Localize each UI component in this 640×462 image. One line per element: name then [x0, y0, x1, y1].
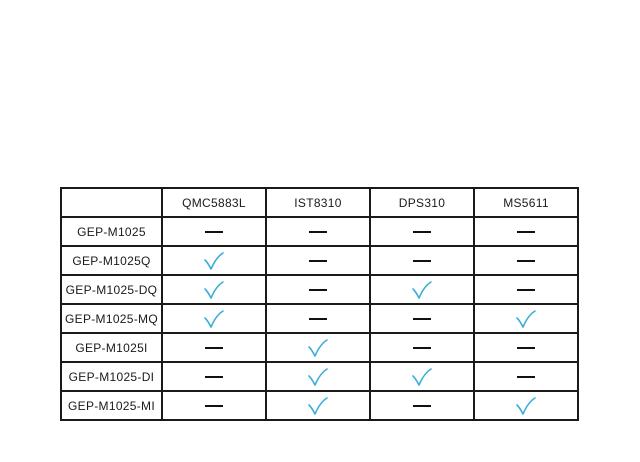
table-cell	[162, 246, 266, 275]
check-icon	[475, 309, 577, 329]
dash-icon	[517, 289, 535, 291]
dash-icon	[205, 347, 223, 349]
dash-icon	[413, 260, 431, 262]
dash-icon	[413, 318, 431, 320]
dash-icon	[517, 260, 535, 262]
row-header: GEP-M1025-DI	[61, 362, 162, 391]
row-header: GEP-M1025	[61, 217, 162, 246]
table-cell	[162, 391, 266, 420]
check-icon	[267, 338, 369, 358]
corner-cell	[61, 188, 162, 217]
dash-icon	[517, 376, 535, 378]
check-icon	[163, 309, 265, 329]
table-cell	[370, 333, 474, 362]
check-icon	[371, 280, 473, 300]
table-cell	[474, 333, 578, 362]
table-cell	[474, 217, 578, 246]
table-cell	[266, 362, 370, 391]
table-row	[61, 391, 578, 420]
table-row	[61, 362, 578, 391]
dash-icon	[309, 318, 327, 320]
dash-icon	[413, 405, 431, 407]
table-cell	[370, 304, 474, 333]
table-row	[61, 217, 578, 246]
table-cell	[370, 246, 474, 275]
table-cell	[370, 362, 474, 391]
table-row	[61, 333, 578, 362]
dash-icon	[413, 347, 431, 349]
row-header: GEP-M1025Q	[61, 246, 162, 275]
column-header: DPS310	[370, 188, 474, 217]
check-icon	[371, 367, 473, 387]
table-cell	[474, 362, 578, 391]
header-row	[61, 188, 578, 217]
table-cell	[266, 246, 370, 275]
table-cell	[162, 333, 266, 362]
table-cell	[162, 217, 266, 246]
column-header: IST8310	[266, 188, 370, 217]
table-row	[61, 304, 578, 333]
column-header: MS5611	[474, 188, 578, 217]
check-icon	[163, 280, 265, 300]
row-header: GEP-M1025-DQ	[61, 275, 162, 304]
table-cell	[266, 217, 370, 246]
check-icon	[163, 251, 265, 271]
dash-icon	[205, 405, 223, 407]
table-row	[61, 275, 578, 304]
table-cell	[474, 246, 578, 275]
table-cell	[370, 391, 474, 420]
row-header: GEP-M1025I	[61, 333, 162, 362]
table-cell	[474, 391, 578, 420]
table-cell	[162, 275, 266, 304]
dash-icon	[309, 289, 327, 291]
dash-icon	[309, 231, 327, 233]
check-icon	[267, 396, 369, 416]
dash-icon	[413, 231, 431, 233]
table-cell	[266, 304, 370, 333]
dash-icon	[517, 347, 535, 349]
table-cell	[474, 304, 578, 333]
table-cell	[162, 304, 266, 333]
dash-icon	[517, 231, 535, 233]
check-icon	[475, 396, 577, 416]
row-header: GEP-M1025-MQ	[61, 304, 162, 333]
check-icon	[267, 367, 369, 387]
table-cell	[162, 362, 266, 391]
dash-icon	[309, 260, 327, 262]
table-cell	[474, 275, 578, 304]
table-cell	[266, 275, 370, 304]
sensor-compatibility-table	[60, 187, 579, 421]
row-header: GEP-M1025-MI	[61, 391, 162, 420]
dash-icon	[205, 376, 223, 378]
table-cell	[266, 333, 370, 362]
table-cell	[266, 391, 370, 420]
table-cell	[370, 217, 474, 246]
table-body	[61, 217, 578, 420]
table-cell	[370, 275, 474, 304]
dash-icon	[205, 231, 223, 233]
column-header: QMC5883L	[162, 188, 266, 217]
table-row	[61, 246, 578, 275]
